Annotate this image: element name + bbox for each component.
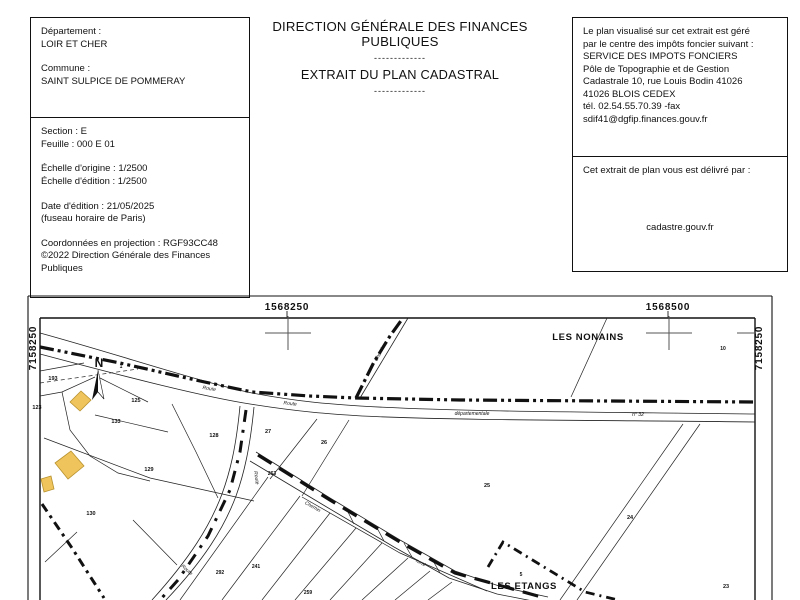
map-label: 1 [119,364,123,370]
map-label: 123 [32,405,42,411]
identification-box-line: Commune : [41,63,91,75]
road-lines [40,318,755,600]
plan-details-box-line: ©2022 Direction Générale des Finances [41,250,211,262]
plan-details-box-line: Échelle d'édition : 1/2500 [41,175,147,187]
map-label: 5 [519,572,523,578]
page-subtitle: EXTRAIT DU PLAN CADASTRAL [300,67,500,82]
map-label: 24 [626,515,634,521]
map-label: Route [252,470,260,485]
parcel-lines [40,318,700,600]
chemin-rural-top-edge [256,452,548,597]
north-arrow [92,370,104,400]
plan-details-box-line: Publiques [41,262,83,274]
map-sheet-border [28,296,772,600]
map-label: 10 [720,346,726,352]
chemin-rural-bottom-edge [250,461,543,600]
map-labels [28,302,765,596]
building-footprints [41,391,91,492]
map-label: Route [179,563,194,577]
map-label: 23 [722,584,730,590]
building-footprint [41,476,54,492]
plan-details-box-line: Feuille : 000 E 01 [41,138,115,150]
map-label: 129 [144,467,154,473]
map-label: Chemin [373,344,387,363]
map-label: 241 [251,564,261,570]
identification-box-line: SAINT SULPICE DE POMMERAY [41,75,186,87]
map-label: 1568500 [645,302,691,313]
map-label: 263 [267,471,277,477]
map-label: 1568250 [264,302,310,313]
tax-office-box-line: sdif41@dgfip.finances.gouv.fr [583,113,708,125]
title-separator: ------------- [374,53,426,63]
tax-office-box-line: 41026 BLOIS CEDEX [583,88,676,100]
map-label: 7158250 [28,325,39,371]
commune-boundary [40,318,755,600]
map-label: Chemin [303,500,322,515]
map-label: 292 [215,570,225,576]
map-label: Route [202,384,217,394]
map-label: 7158250 [754,325,765,371]
map-label: N [94,356,104,370]
boundary-chemin-rural [258,455,545,598]
plan-details-box-line: Section : E [41,126,87,137]
map-label: départementale [454,411,490,417]
grid-cross [265,316,755,350]
building-footprint [70,391,91,411]
identification-box-line: Département : [41,26,102,37]
map-label: n° 32 [632,412,644,418]
map-label: 25 [483,483,491,489]
chemin-north-edge [360,318,408,398]
road-south-left-edge [152,406,240,600]
boundary-road-south [160,410,246,600]
tax-office-box-line: Cadastrale 10, rue Louis Bodin 41026 [583,76,743,88]
tax-office-box-line: Pôle de Topographie et de Gestion [583,63,730,75]
map-label: 193 [48,376,58,382]
map-label: 130 [86,511,96,517]
map-label: 26 [320,440,328,446]
tax-office-box-line: SERVICE DES IMPOTS FONCIERS [583,51,738,63]
tax-office-box-line: Le plan visualisé sur cet extrait est géré [583,26,750,37]
plan-details-box-line: Coordonnées en projection : RGF93CC48 [41,237,218,249]
boundary-bottom-left [42,504,104,598]
tax-office-box-line: par le centre des impôts foncier suivant : [583,38,754,50]
tax-office-box-line: tél. 02.54.55.70.39 -fax [583,101,681,113]
delivery-label: Cet extrait de plan vous est délivré par : [583,165,751,176]
map-label: 128 [209,433,219,439]
map-label: LES NONAINS [552,332,624,343]
map-label: 259 [303,590,313,596]
building-footprint [55,451,84,479]
cadastre-site-text: cadastre.gouv.fr [646,221,714,233]
plan-details-box-line: Échelle d'origine : 1/2500 [41,163,148,175]
page-title: DIRECTION GÉNÉRALE DES FINANCES PUBLIQUES [272,19,528,49]
map-label: rural [414,558,427,569]
grid-tick [287,311,668,318]
map-label: 27 [264,429,272,435]
map-label: 133 [111,419,121,425]
title-separator: ------------- [374,86,426,96]
map-frame [40,318,755,600]
map-label: Route [283,400,298,408]
map-label: LES ETANGS [491,581,557,592]
boundary-along-route [40,347,755,402]
plan-details-box-line: Date d'édition : 21/05/2025 [41,200,155,212]
plan-details-box-line: (fuseau horaire de Paris) [41,213,146,225]
map-label: 125 [131,398,141,404]
identification-box-line: LOIR ET CHER [41,38,108,50]
